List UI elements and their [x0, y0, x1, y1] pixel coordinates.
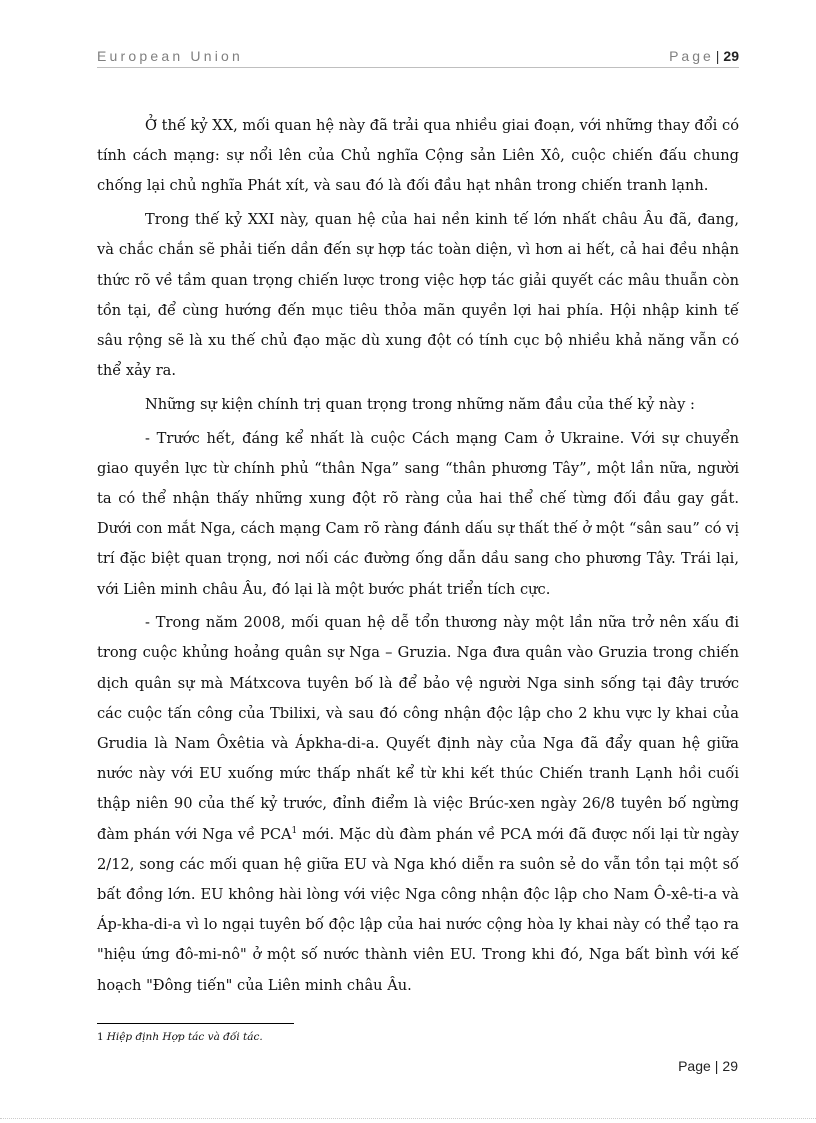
page-footer [678, 1058, 738, 1074]
header-page-number: 29 [723, 48, 739, 64]
header-page-indicator [669, 48, 739, 64]
paragraph-5-part-1: - Trong năm 2008, mối quan hệ dễ tổn thương này một lần nữa trở nên xấu đi trong cuộc khủng hoảng quân sự Nga – Gruzia. Nga đưa quân vào Gruzia trong chiến dịch quân sự mà Mátxcova tuyên bố là để bảo vệ người Nga sinh sống tại đây trước các cuộc tấn công của Tbilixi, và sau đó công nhận độc lập cho 2 khu vực ly khai của Grudia là Nam Ôxêtia và Ápkha-di-a. Quyết định này của Nga đã đẩy quan hệ giữa nước này với EU xuống mức thấp nhất kể từ khi kết thúc Chiến tranh Lạnh hồi cuối thập niên 90 của thế kỷ trước, đỉnh điểm là việc Brúc-xen ngày 26/8 tuyên bố ngừng đàm phán với Nga về PCA [97, 614, 739, 843]
header-separator: | [715, 48, 720, 64]
footnote-separator [97, 1023, 294, 1024]
footnote-number: 1 [97, 1031, 104, 1043]
header-title: European Union [97, 48, 243, 64]
footer-page-number: 29 [722, 1058, 738, 1074]
footnote-text: Hiệp định Hợp tác và đối tác. [106, 1031, 263, 1043]
paragraph-5-part-2: mới. Mặc dù đàm phán về PCA mới đã được nối lại từ ngày 2/12, song các mối quan hệ giữa EU và Nga khó diễn ra suôn sẻ do vẫn tồn tại một số bất đồng lớn. EU không hài lòng với việc Nga công nhận độc lập cho Nam Ô-xê-ti-a và Áp-kha-di-a vì lo ngại tuyên bố độc lập của hai nước cộng hòa ly khai này có thể tạo ra "hiệu ứng đô-mi-nô" ở một số nước thành viên EU. Trong khi đó, Nga bất bình với kế hoạch "Đông tiến" của Liên minh châu Âu. [97, 825, 739, 994]
header-page-label: Page [669, 48, 714, 64]
footer-separator: | [714, 1058, 719, 1074]
paragraph-1: Ở thế kỷ XX, mối quan hệ này đã trải qua nhiều giai đoạn, với những thay đổi có tính cách mạng: sự nổi lên của Chủ nghĩa Cộng sản Liên Xô, cuộc chiến đấu chung chống lại chủ nghĩa Phát xít, và sau đó là đối đầu hạt nhân trong chiến tranh lạnh. [97, 117, 739, 195]
paragraph-3: Những sự kiện chính trị quan trọng trong những năm đầu của thế kỷ này : [145, 395, 695, 413]
footer-page-label: Page [678, 1058, 711, 1074]
header-divider [97, 67, 739, 68]
page-bottom-border [0, 1118, 816, 1119]
footnote [97, 1030, 739, 1044]
body-text [97, 111, 739, 1004]
paragraph-4: - Trước hết, đáng kể nhất là cuộc Cách mạng Cam ở Ukraine. Với sự chuyển giao quyền lực từ chính phủ “thân Nga” sang “thân phương Tây”, một lần nữa, người ta có thể nhận thấy những xung đột rõ ràng của hai thể chế từng đối đầu gay gắt. Dưới con mắt Nga, cách mạng Cam rõ ràng đánh dấu sự thất thế ở một “sân sau” có vị trí đặc biệt quan trọng, nơi nối các đường ống dẫn dầu sang cho phương Tây. Trái lại, với Liên minh châu Âu, đó lại là một bước phát triển tích cực. [97, 429, 739, 598]
paragraph-2: Trong thế kỷ XXI này, quan hệ của hai nền kinh tế lớn nhất châu Âu đã, đang, và chắc chắn sẽ phải tiến dần đến sự hợp tác toàn diện, vì hơn ai hết, cả hai đều nhận thức rõ về tầm quan trọng chiến lược trong việc hợp tác giải quyết các mâu thuẫn còn tồn tại, để cùng hướng đến mục tiêu thỏa mãn quyền lợi hai phía. Hội nhập kinh tế sâu rộng sẽ là xu thế chủ đạo mặc dù xung đột có tính cục bộ nhiều khả năng vẫn có thể xảy ra. [97, 211, 739, 380]
footnote-reference[interactable]: 1 [291, 825, 298, 836]
paragraph-5 [97, 608, 739, 1001]
page-header [97, 44, 739, 68]
